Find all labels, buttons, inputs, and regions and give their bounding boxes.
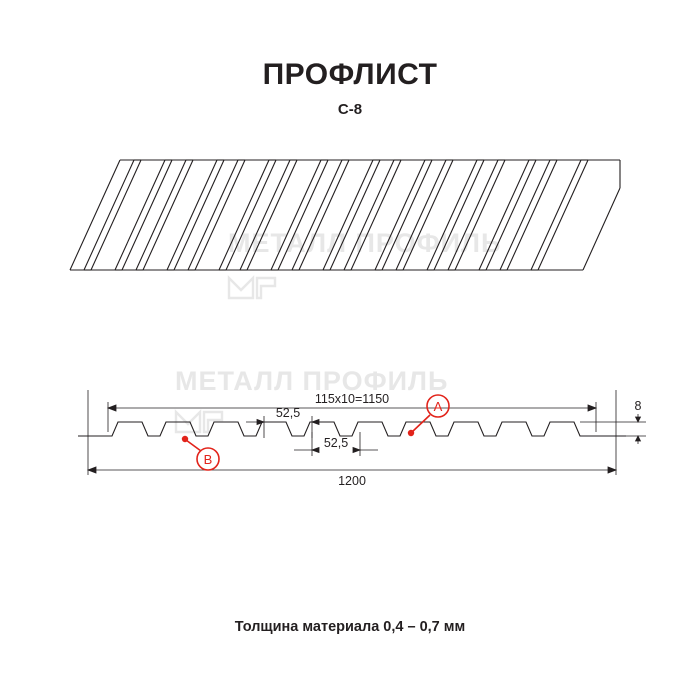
dimension-working-width: 115х10=1150 (314, 392, 390, 406)
cross-section-dimension-drawing (60, 370, 650, 500)
dimension-rib-pitch-bottom: 52,5 (323, 436, 349, 450)
callout-b-label: B (203, 452, 213, 467)
dimension-total-width: 1200 (338, 474, 366, 488)
material-thickness-note: Толщина материала 0,4 – 0,7 мм (234, 619, 466, 635)
dimension-rib-pitch-top: 52,5 (275, 406, 301, 420)
dimension-profile-height: 8 (634, 399, 642, 413)
page-title: ПРОФЛИСТ (262, 58, 438, 91)
callout-a (408, 395, 449, 436)
watermark-text-1: МЕТАЛЛ ПРОФИЛЬ (228, 228, 502, 258)
callout-a-label: A (433, 399, 443, 414)
model-label: С-8 (337, 101, 363, 118)
watermark-text-2: МЕТАЛЛ ПРОФИЛЬ (175, 366, 449, 396)
isometric-sheet-drawing (60, 140, 640, 300)
callout-b (182, 436, 219, 470)
